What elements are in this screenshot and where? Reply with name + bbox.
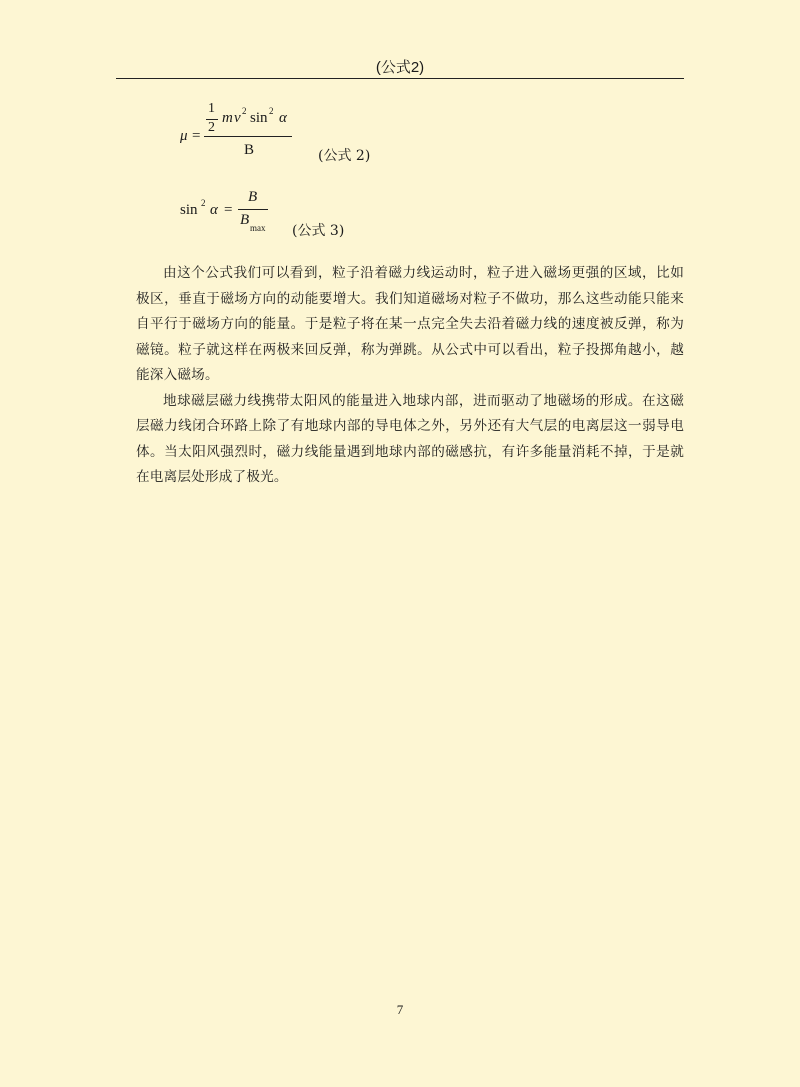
paragraph: 由这个公式我们可以看到，粒子沿着磁力线运动时，粒子进入磁场更强的区域，比如极区，垂直于磁场方向的动能要增大。我们知道磁场对粒子不做功，那么这些动能只能来自平行于磁场方向的能量。于是粒子将在某一点完全失去沿着磁力线的速度被反弹，称为磁镜。粒子就这样在两极来回反弹，称为弹跳。从公式中可以看出，粒子投掷角越小，越能深入磁场。 (136, 265, 684, 383)
fraction-line (238, 209, 268, 210)
page-number: 7 (396, 1002, 404, 1017)
velocity-symbol: v (234, 110, 241, 126)
formula-2-label: (公式 2) (318, 148, 371, 164)
page-header: (公式2) (375, 59, 425, 76)
half-numerator: 1 (208, 101, 215, 116)
velocity-exponent: 2 (242, 106, 247, 116)
equals-sign: = (224, 202, 233, 218)
sin-exponent: 2 (201, 198, 206, 208)
formula-3-label: (公式 3) (292, 223, 345, 239)
body-text (136, 261, 684, 491)
header-rule (116, 78, 684, 79)
numerator-b: B (248, 189, 258, 205)
equals-sign: = (192, 128, 201, 144)
sin-function: sin (180, 202, 198, 218)
denominator-b: B (244, 142, 255, 158)
mu-symbol: μ (180, 128, 188, 144)
main-fraction-line (204, 136, 292, 137)
mass-symbol: m (222, 110, 233, 126)
denominator-b: B (240, 212, 250, 228)
sin-function: sin (250, 110, 268, 126)
alpha-symbol: α (210, 202, 218, 218)
sin-exponent: 2 (269, 106, 274, 116)
paragraph: 地球磁层磁力线携带太阳风的能量进入地球内部，进而驱动了地磁场的形成。在这磁层磁力线闭合环路上除了有地球内部的导电体之外，另外还有大气层的电离层这一弱导电体。当太阳风强烈时，磁力线能量遇到地球内部的磁感抗，有许多能量消耗不掉，于是就在电离层处形成了极光。 (136, 392, 684, 485)
alpha-symbol: α (279, 110, 287, 126)
half-denominator: 2 (208, 120, 215, 135)
denominator-subscript: max (250, 223, 266, 233)
